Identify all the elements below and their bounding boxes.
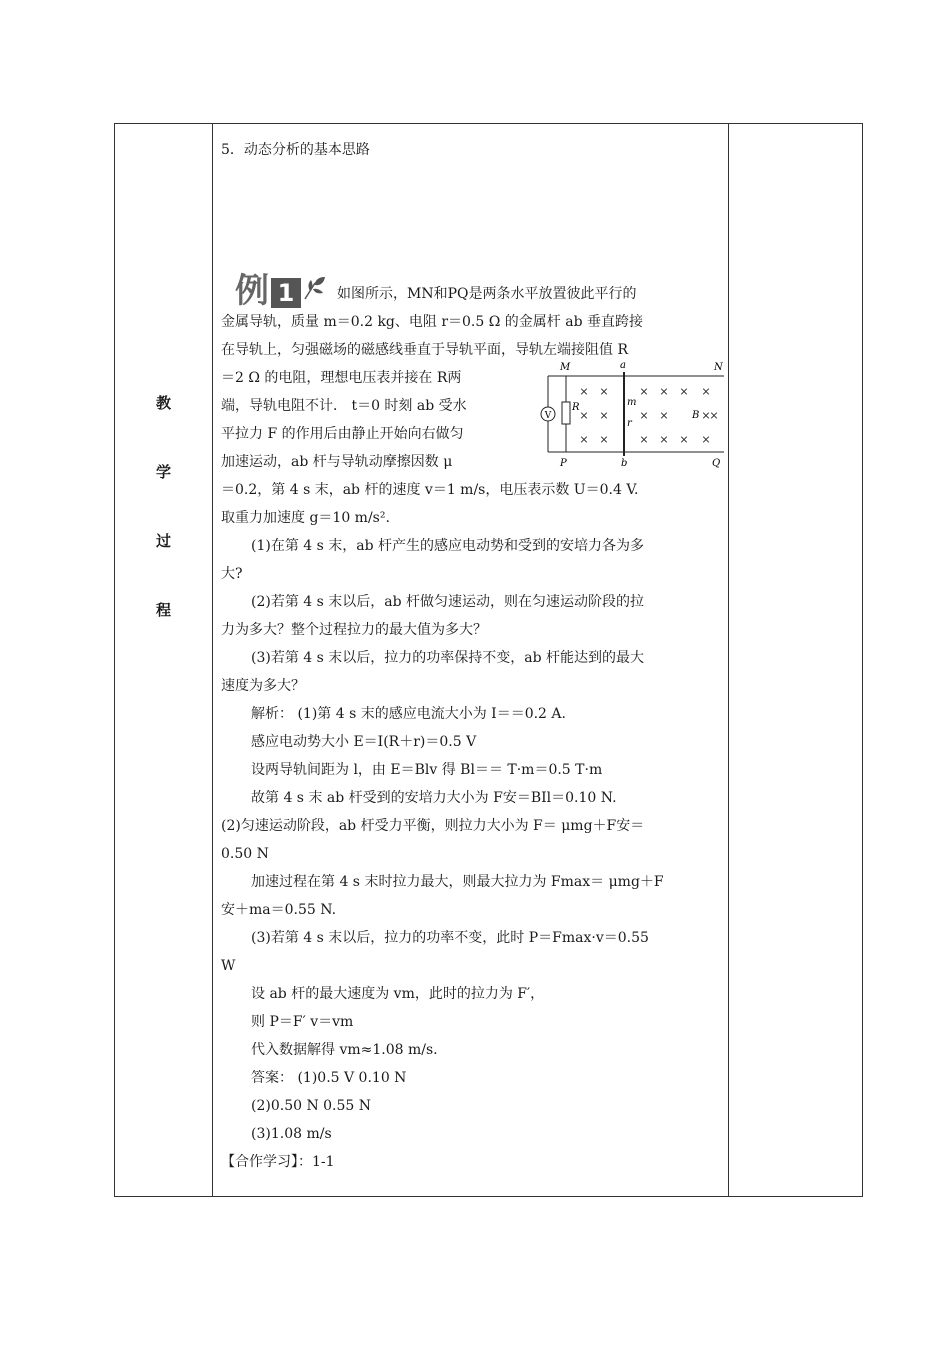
answer-text: (2)0.50 N 0.55 N [251, 1098, 372, 1114]
cooperative-learning: 【合作学习】：1-1 [221, 1154, 335, 1170]
problem-text: 加速运动，ab 杆与导轨动摩擦因数 μ [221, 454, 453, 470]
answer-text: (3)1.08 m/s [251, 1126, 332, 1142]
problem-text: 在导轨上，匀强磁场的磁感线垂直于导轨平面，导轨左端接阻值 R [221, 342, 628, 358]
problem-text: ＝2 Ω 的电阻，理想电压表并接在 R两 [221, 370, 462, 386]
side-char: 学 [155, 463, 171, 481]
field-cross-mark: × [679, 385, 689, 398]
field-cross-mark: × [659, 433, 669, 446]
lesson-table [114, 123, 863, 1197]
solution-text: 加速过程在第 4 s 末时拉力最大，则最大拉力为 Fmax＝ μmg＋F [251, 874, 664, 890]
field-cross-mark: × [701, 409, 711, 422]
problem-text: 如图所示，MN和PQ是两条水平放置彼此平行的 [337, 286, 637, 302]
answer-text: 答案： (1)0.5 V 0.10 N [251, 1070, 407, 1086]
teaching-process-label [115, 392, 212, 668]
example-heading [235, 264, 726, 311]
field-cross-mark: × [599, 433, 609, 446]
field-cross-mark: × [701, 433, 711, 446]
example-number: 1 [271, 278, 301, 308]
field-cross-mark: × [659, 409, 669, 422]
problem-text: ＝0.2，第 4 s 末，ab 杆的速度 v＝1 m/s，电压表示数 U＝0.4 V. [221, 482, 639, 498]
voltmeter-label: V [544, 411, 552, 421]
field-cross-mark: × [599, 409, 609, 422]
side-char: 过 [155, 532, 171, 550]
field-cross-mark: × [639, 433, 649, 446]
side-char: 教 [155, 394, 171, 412]
section-heading: 5．动态分析的基本思路 [221, 142, 370, 158]
solution-text: W [221, 958, 236, 974]
column-divider [728, 124, 729, 1196]
field-cross-mark: × [579, 409, 589, 422]
field-cross-mark: × [579, 433, 589, 446]
label-b-point: b [621, 458, 628, 469]
resistor-label: R [572, 402, 580, 413]
field-cross-mark: × [709, 409, 719, 422]
solution-text: 代入数据解得 vm≈1.08 m/s. [251, 1042, 438, 1058]
question-text: (2)若第 4 s 末以后，ab 杆做匀速运动，则在匀速运动阶段的拉 [251, 594, 645, 610]
solution-text: 设两导轨间距为 l，由 E＝Blv 得 Bl＝＝ T·m＝0.5 T·m [251, 762, 603, 778]
label-n-point: N [714, 362, 723, 373]
question-text: 速度为多大？ [221, 678, 305, 694]
field-cross-mark: × [639, 409, 649, 422]
problem-text: 平拉力 F 的作用后由静止开始向右做匀 [221, 426, 464, 442]
solution-text: 0.50 N [221, 846, 269, 862]
solution-text: 解析： (1)第 4 s 末的感应电流大小为 I＝＝0.2 A. [251, 706, 566, 722]
field-cross-mark: × [701, 385, 711, 398]
label-p-point: P [560, 458, 567, 469]
field-cross-mark: × [679, 433, 689, 446]
problem-text: 金属导轨，质量 m＝0.2 kg、电阻 r＝0.5 Ω 的金属杆 ab 垂直跨接 [221, 314, 644, 330]
example-label: 例 [235, 271, 269, 311]
rod-resistance-label: r [627, 418, 632, 429]
question-text: (3)若第 4 s 末以后，拉力的功率保持不变，ab 杆能达到的最大 [251, 650, 645, 666]
problem-text: 取重力加速度 g＝10 m/s². [221, 510, 390, 526]
question-text: 力为多大？整个过程拉力的最大值为多大？ [221, 622, 487, 638]
field-cross-mark: × [599, 385, 609, 398]
side-char: 程 [155, 601, 171, 619]
content-cell [221, 136, 726, 1176]
field-cross-mark: × [639, 385, 649, 398]
column-divider [212, 124, 213, 1196]
solution-text: 设 ab 杆的最大速度为 vm，此时的拉力为 F′， [251, 986, 545, 1002]
solution-text: (3)若第 4 s 末以后，拉力的功率不变，此时 P＝Fmax·v＝0.55 [251, 930, 649, 946]
label-m-point: M [560, 362, 571, 373]
solution-text: 安＋ma＝0.55 N. [221, 902, 337, 918]
solution-text: 感应电动势大小 E＝I(R＋r)＝0.5 V [251, 734, 477, 750]
leaf-icon [301, 275, 327, 308]
question-text: (1)在第 4 s 末，ab 杆产生的感应电动势和受到的安培力各为多 [251, 538, 645, 554]
label-q-point: Q [712, 458, 721, 469]
field-label: B [692, 410, 700, 421]
field-cross-mark: × [579, 385, 589, 398]
rod-mass-label: m [627, 397, 637, 408]
label-a-point: a [620, 360, 626, 371]
solution-text: 则 P＝F′ v＝vm [251, 1014, 354, 1030]
circuit-diagram [546, 360, 726, 472]
problem-text: 端，导轨电阻不计． t＝0 时刻 ab 受水 [221, 398, 467, 414]
question-text: 大? [221, 566, 243, 582]
solution-text: (2)匀速运动阶段，ab 杆受力平衡，则拉力大小为 F＝ μmg＋F安＝ [221, 818, 645, 834]
solution-text: 故第 4 s 末 ab 杆受到的安培力大小为 F安＝BIl＝0.10 N. [251, 790, 617, 806]
field-cross-mark: × [659, 385, 669, 398]
